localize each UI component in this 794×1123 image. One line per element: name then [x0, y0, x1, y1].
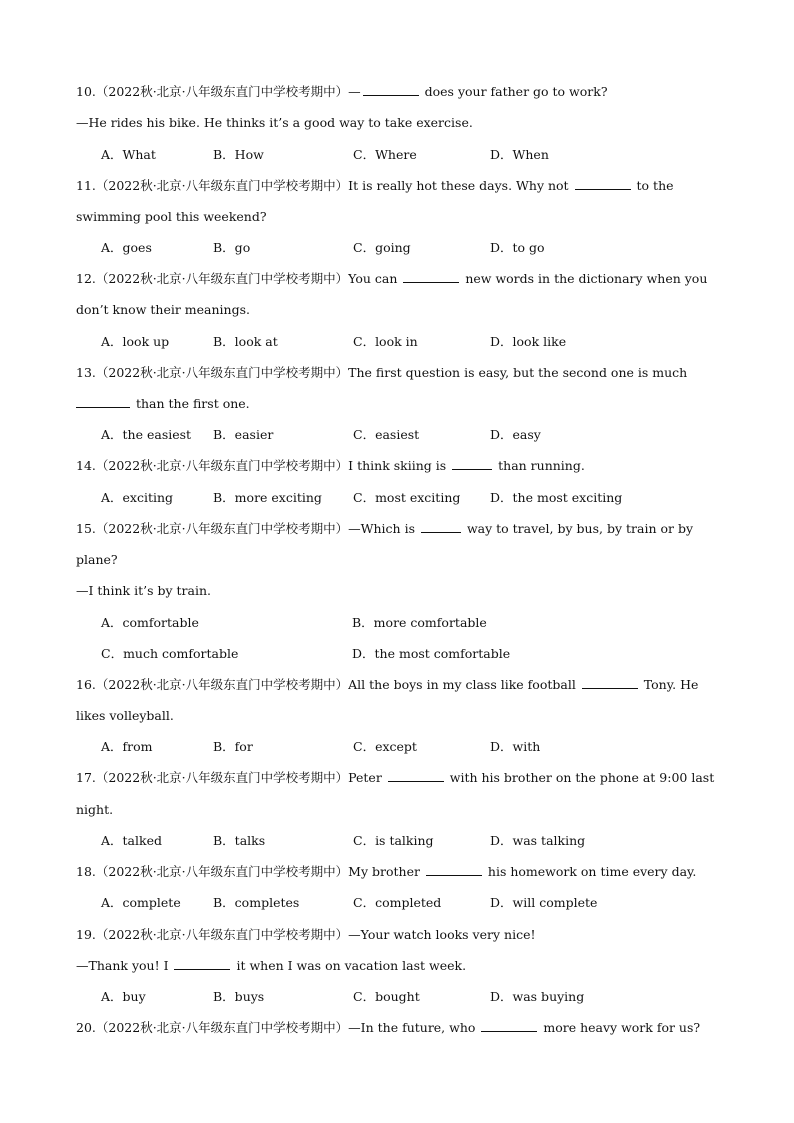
option-a[interactable]: A．complete: [101, 895, 181, 910]
question-17: [76, 770, 714, 786]
option-b[interactable]: B．for: [213, 739, 253, 754]
question-10-line-2: —He rides his bike. He thinks it’s a good way to take exercise.: [76, 115, 473, 130]
answer-blank[interactable]: [388, 770, 444, 782]
option-c[interactable]: C．completed: [353, 895, 442, 910]
question-11: [76, 178, 674, 194]
option-b[interactable]: B．buys: [213, 989, 265, 1004]
question-source: （2022秋·北京·八年级东直门中学校考期中）: [95, 84, 349, 99]
question-10: [76, 84, 608, 100]
question-number: 18.: [76, 864, 96, 879]
question-number: 13.: [76, 365, 96, 380]
question-text: does your father go to work?: [420, 84, 608, 99]
question-text: it when I was on vacation last week.: [232, 958, 467, 973]
question-12: [76, 271, 707, 287]
question-source: （2022秋·北京·八年级东直门中学校考期中）: [95, 770, 349, 785]
option-b[interactable]: B．completes: [213, 895, 300, 910]
question-19: [76, 927, 536, 943]
answer-blank[interactable]: [76, 396, 130, 408]
option-d[interactable]: D．was buying: [490, 989, 585, 1004]
question-text: —Which is: [348, 521, 419, 536]
option-d[interactable]: D．to go: [490, 240, 545, 255]
question-14: [76, 458, 585, 474]
option-d[interactable]: D．the most comfortable: [352, 646, 511, 661]
question-text: Tony. He: [639, 677, 699, 692]
question-text: Peter: [348, 770, 386, 785]
question-15: [76, 521, 693, 537]
option-a[interactable]: A．buy: [101, 989, 146, 1004]
question-text: It is really hot these days. Why not: [348, 178, 573, 193]
question-source: （2022秋·北京·八年级东直门中学校考期中）: [95, 677, 349, 692]
option-a[interactable]: A．the easiest: [101, 427, 192, 442]
option-b[interactable]: B．easier: [213, 427, 274, 442]
answer-blank[interactable]: [582, 677, 638, 689]
question-16-line-2: likes volleyball.: [76, 708, 174, 723]
question-text: with his brother on the phone at 9:00 last: [445, 770, 715, 785]
option-c[interactable]: C．look in: [353, 334, 418, 349]
question-source: （2022秋·北京·八年级东直门中学校考期中）: [95, 927, 349, 942]
option-d[interactable]: D．When: [490, 147, 549, 162]
question-source: （2022秋·北京·八年级东直门中学校考期中）: [95, 365, 349, 380]
option-c[interactable]: C．much comfortable: [101, 646, 239, 661]
option-c[interactable]: C．most exciting: [353, 490, 461, 505]
option-d[interactable]: D．will complete: [490, 895, 598, 910]
question-source: （2022秋·北京·八年级东直门中学校考期中）: [95, 1020, 349, 1035]
option-c[interactable]: C．Where: [353, 147, 417, 162]
option-c[interactable]: C．except: [353, 739, 417, 754]
question-15-line-3: —I think it’s by train.: [76, 583, 211, 598]
option-d[interactable]: D．with: [490, 739, 541, 754]
question-number: 11.: [76, 178, 96, 193]
answer-blank[interactable]: [426, 864, 482, 876]
option-b[interactable]: B．look at: [213, 334, 278, 349]
option-b[interactable]: B．more exciting: [213, 490, 322, 505]
question-text: —In the future, who: [348, 1020, 480, 1035]
answer-blank[interactable]: [575, 178, 631, 190]
question-text: more heavy work for us?: [539, 1020, 701, 1035]
option-d[interactable]: D．look like: [490, 334, 567, 349]
question-text: to the: [632, 178, 674, 193]
question-11-line-2: swimming pool this weekend?: [76, 209, 267, 224]
option-c[interactable]: C．easiest: [353, 427, 420, 442]
question-number: 16.: [76, 677, 96, 692]
option-a[interactable]: A．comfortable: [101, 615, 199, 630]
question-number: 14.: [76, 458, 96, 473]
option-b[interactable]: B．How: [213, 147, 264, 162]
option-a[interactable]: A．look up: [101, 334, 170, 349]
question-text: —Thank you! I: [76, 958, 173, 973]
question-number: 12.: [76, 271, 96, 286]
question-source: （2022秋·北京·八年级东直门中学校考期中）: [95, 458, 349, 473]
question-text: My brother: [348, 864, 424, 879]
question-number: 20.: [76, 1020, 96, 1035]
option-a[interactable]: A．from: [101, 739, 153, 754]
question-text: —Your watch looks very nice!: [348, 927, 536, 942]
option-d[interactable]: D．easy: [490, 427, 541, 442]
option-d[interactable]: D．was talking: [490, 833, 586, 848]
option-a[interactable]: A．talked: [101, 833, 162, 848]
question-source: （2022秋·北京·八年级东直门中学校考期中）: [95, 521, 349, 536]
question-text: than the first one.: [132, 396, 250, 411]
question-20: [76, 1020, 700, 1036]
option-c[interactable]: C．going: [353, 240, 411, 255]
option-a[interactable]: A．goes: [101, 240, 152, 255]
question-text: All the boys in my class like football: [348, 677, 580, 692]
question-text: way to travel, by bus, by train or by: [462, 521, 694, 536]
option-b[interactable]: B．talks: [213, 833, 266, 848]
answer-blank[interactable]: [363, 84, 419, 96]
question-13: [76, 365, 687, 381]
question-13-line-2: [76, 396, 250, 412]
question-text: than running.: [494, 458, 585, 473]
option-d[interactable]: D．the most exciting: [490, 490, 623, 505]
option-b[interactable]: B．more comfortable: [352, 615, 487, 630]
answer-blank[interactable]: [452, 458, 492, 470]
question-18: [76, 864, 696, 880]
option-b[interactable]: B．go: [213, 240, 251, 255]
question-17-line-2: night.: [76, 802, 114, 817]
question-number: 19.: [76, 927, 96, 942]
option-c[interactable]: C．bought: [353, 989, 420, 1004]
question-12-line-2: don’t know their meanings.: [76, 302, 250, 317]
question-text: The first question is easy, but the second one is much: [348, 365, 688, 380]
question-text: his homework on time every day.: [483, 864, 697, 879]
option-a[interactable]: A．exciting: [101, 490, 174, 505]
question-source: （2022秋·北京·八年级东直门中学校考期中）: [95, 864, 349, 879]
answer-blank[interactable]: [421, 521, 461, 533]
question-number: 15.: [76, 521, 96, 536]
question-text: I think skiing is: [348, 458, 451, 473]
answer-blank[interactable]: [481, 1020, 537, 1032]
question-number: 17.: [76, 770, 96, 785]
question-source: （2022秋·北京·八年级东直门中学校考期中）: [95, 271, 349, 286]
question-16: [76, 677, 698, 693]
question-19-line-2: [76, 958, 466, 974]
question-text: —: [348, 84, 361, 99]
answer-blank[interactable]: [403, 271, 459, 283]
question-text: new words in the dictionary when you: [461, 271, 708, 286]
question-number: 10.: [76, 84, 96, 99]
option-a[interactable]: A．What: [101, 147, 156, 162]
question-text: You can: [348, 271, 402, 286]
question-15-line-2: plane?: [76, 552, 118, 567]
question-source: （2022秋·北京·八年级东直门中学校考期中）: [95, 178, 349, 193]
answer-blank[interactable]: [174, 958, 230, 970]
option-c[interactable]: C．is talking: [353, 833, 434, 848]
